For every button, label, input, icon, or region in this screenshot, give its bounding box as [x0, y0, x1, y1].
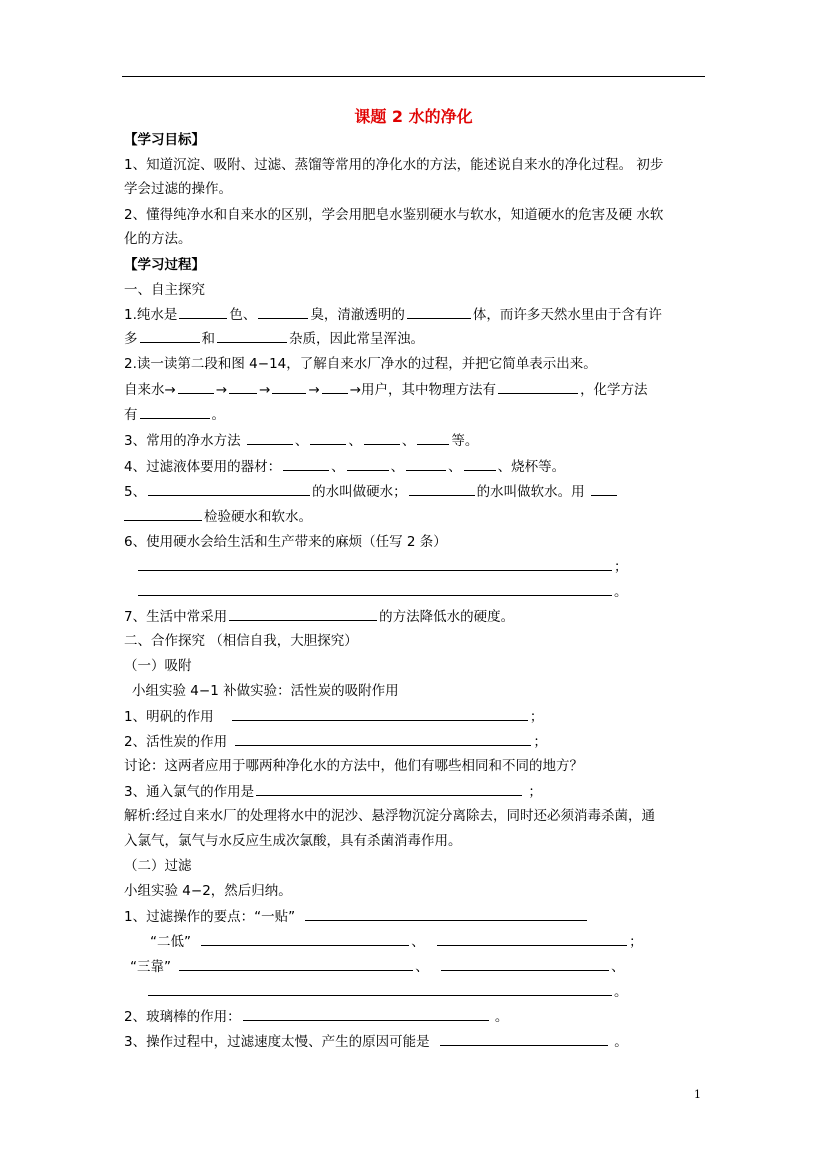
text: 色、 [229, 307, 257, 323]
text: 。 [614, 1034, 628, 1050]
question-6-answer-2 [138, 582, 628, 601]
text: 4、过滤液体要用的器材： [124, 459, 282, 475]
goal-2-line-b: 化的方法。 [124, 231, 192, 247]
answer-blank[interactable] [406, 457, 446, 471]
text: 、 [448, 459, 462, 475]
adsorption-question-2 [124, 732, 547, 751]
text: 、 [390, 459, 405, 475]
discussion-line: 讨论：这两者应用于哪两种净化水的方法中，他们有哪些相同和不同的地方？ [124, 758, 583, 774]
filtration-three-lean-cont [148, 982, 628, 1001]
answer-blank[interactable] [138, 582, 612, 596]
text: 杂质，因此常呈浑浊。 [289, 331, 424, 347]
filtration-question-2 [124, 1007, 508, 1026]
question-2-line-b [124, 380, 648, 399]
answer-blank[interactable] [179, 305, 227, 319]
question-6-answer-1 [138, 557, 628, 576]
text: 多 [124, 331, 138, 347]
answer-blank[interactable] [229, 380, 257, 394]
answer-blank[interactable] [409, 482, 475, 496]
question-5-line-a [124, 482, 619, 501]
text: 等。 [451, 433, 479, 449]
text: 和 [201, 331, 215, 347]
text: 、烧杯等。 [497, 459, 566, 475]
answer-blank[interactable] [232, 707, 528, 721]
part-1-heading: 一、自主探究 [124, 282, 205, 298]
answer-blank[interactable] [140, 329, 200, 343]
answer-blank[interactable] [148, 982, 612, 996]
text: 体，而许多天然水里由于含有许 [472, 307, 662, 323]
answer-blank[interactable] [256, 782, 522, 796]
text: ； [533, 734, 547, 750]
filtration-three-lean [130, 957, 625, 976]
text: 。 [494, 1009, 509, 1025]
answer-blank[interactable] [310, 431, 346, 445]
text: 3、通入氯气的作用是 [124, 784, 255, 800]
answer-blank[interactable] [178, 380, 214, 394]
text: 自来水→ [124, 382, 176, 398]
filtration-question-3 [124, 1032, 628, 1051]
explanation-line-b: 入氯气，氯气与水反应生成次氯酸，具有杀菌消毒作用。 [124, 833, 462, 849]
filtration-question-1 [124, 907, 589, 926]
text: 1、明矾的作用 [124, 709, 214, 725]
answer-blank[interactable] [247, 431, 293, 445]
answer-blank[interactable] [591, 482, 617, 496]
section-process-heading: 【学习过程】 [124, 257, 205, 273]
text: 、 [348, 433, 362, 449]
answer-blank[interactable] [347, 457, 389, 471]
question-3-line [124, 431, 478, 450]
answer-blank[interactable] [440, 1032, 608, 1046]
text: →用户，其中物理方法有 [349, 382, 497, 398]
text: “三靠” [130, 959, 171, 975]
text: 、 [401, 433, 416, 449]
text: 检验硬水和软水。 [204, 509, 312, 525]
answer-blank[interactable] [217, 329, 287, 343]
answer-blank[interactable] [229, 607, 377, 621]
experiment-4-1: 小组实验 4−1 补做实验：活性炭的吸附作用 [132, 683, 399, 699]
text: 5、 [124, 484, 147, 500]
answer-blank[interactable] [364, 431, 400, 445]
subsection-filtration: （二）过滤 [124, 858, 192, 874]
text: 的水叫做硬水； [312, 484, 407, 500]
text: 、 [331, 459, 345, 475]
text: 。 [614, 984, 628, 1000]
text: 、 [411, 934, 425, 950]
text: 3、常用的净水方法 [124, 433, 241, 449]
text: “二低” [150, 934, 191, 950]
answer-blank[interactable] [464, 457, 496, 471]
section-goals-heading: 【学习目标】 [124, 132, 205, 148]
text: ； [529, 709, 544, 725]
answer-blank[interactable] [305, 907, 587, 921]
answer-blank[interactable] [417, 431, 449, 445]
question-6-line: 6、使用硬水会给生活和生产带来的麻烦（任写 2 条） [124, 534, 447, 550]
answer-blank[interactable] [235, 732, 531, 746]
answer-blank[interactable] [258, 305, 308, 319]
part-2-heading: 二、合作探究 （相信自我，大胆探究） [124, 633, 358, 649]
question-2-line-a: 2.读一读第二段和图 4−14，了解自来水厂净水的过程，并把它简单表示出来。 [124, 356, 597, 372]
text: 。 [614, 584, 628, 600]
answer-blank[interactable] [441, 957, 609, 971]
text: 的水叫做软水。用 [476, 484, 585, 500]
experiment-4-2: 小组实验 4−2，然后归纳。 [124, 883, 292, 899]
text: 、 [294, 433, 309, 449]
explanation-line-a: 解析:经过自来水厂的处理将水中的泥沙、悬浮物沉淀分离除去，同时还必须消毒杀菌，通 [124, 808, 656, 824]
answer-blank[interactable] [498, 380, 578, 394]
answer-blank[interactable] [148, 482, 310, 496]
goal-1-line-a: 1、知道沉淀、吸附、过滤、蒸馏等常用的净化水的方法，能述说自来水的净化过程。 初步 [124, 157, 664, 173]
adsorption-question-1 [124, 707, 543, 726]
page-title: 课题 2 水的净化 [354, 107, 473, 126]
text: 7、生活中常采用 [124, 609, 228, 625]
answer-blank[interactable] [140, 405, 210, 419]
text: 1.纯水是 [124, 307, 178, 323]
question-7-line [124, 607, 514, 626]
adsorption-question-3 [124, 782, 542, 801]
subsection-adsorption: （一）吸附 [124, 658, 192, 674]
question-1-line-b [124, 329, 424, 348]
answer-blank[interactable] [124, 507, 202, 521]
text: 的方法降低水的硬度。 [379, 609, 515, 625]
text: 2、活性炭的作用 [124, 734, 228, 750]
goal-2-line-a: 2、懂得纯净水和自来水的区别，学会用肥皂水鉴别硬水与软水，知道硬水的危害及硬 水软 [124, 207, 664, 223]
answer-blank[interactable] [407, 305, 471, 319]
answer-blank[interactable] [138, 557, 612, 571]
text: 有 [124, 407, 138, 423]
text: 2、玻璃棒的作用： [124, 1009, 241, 1025]
goal-1-line-b: 学会过滤的操作。 [124, 181, 232, 197]
text: 1、过滤操作的要点：“一贴” [124, 909, 296, 925]
filtration-two-low [150, 932, 643, 951]
header-rule [122, 76, 705, 77]
text: 。 [211, 407, 225, 423]
question-1-line-a [124, 305, 662, 324]
answer-blank[interactable] [243, 1007, 489, 1021]
text: 、 [611, 959, 625, 975]
text: 、 [415, 959, 429, 975]
answer-blank[interactable] [272, 380, 306, 394]
question-5-line-b [124, 507, 312, 526]
answer-blank[interactable] [201, 932, 409, 946]
page-number: 1 [694, 1088, 701, 1101]
answer-blank[interactable] [283, 457, 329, 471]
answer-blank[interactable] [437, 932, 627, 946]
text: → [259, 382, 271, 398]
text: ； [614, 559, 628, 575]
text: ，化学方法 [580, 382, 648, 398]
text: → [308, 382, 320, 398]
text: ； [629, 934, 643, 950]
answer-blank[interactable] [179, 957, 413, 971]
text: → [215, 382, 228, 398]
question-2-line-c [124, 405, 225, 424]
text: ； [528, 784, 542, 800]
question-4-line [124, 457, 565, 476]
text: 3、操作过程中，过滤速度太慢、产生的原因可能是 [124, 1034, 430, 1050]
text: 臭，清澈透明的 [310, 307, 405, 323]
answer-blank[interactable] [322, 380, 348, 394]
